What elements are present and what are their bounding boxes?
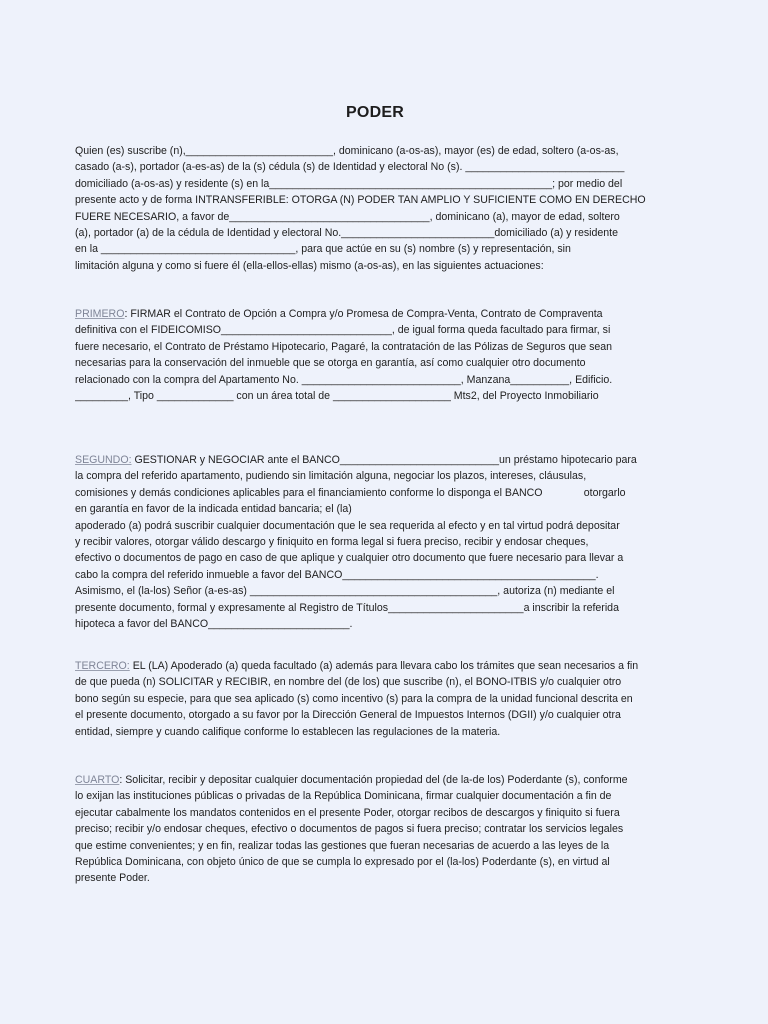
clause-first-text: GESTIONAR y NEGOCIAR ante el BANCO___________________________un préstamo hipotecario para [131, 454, 637, 466]
clause-first-line [75, 772, 680, 788]
clause-line: de que pueda (n) SOLICITAR y RECIBIR, en nombre del (de los) que suscribe (n), el BONO-ITBIS y/o cualquier otro [75, 676, 622, 689]
clause-line: ejecutar cabalmente los mandatos contenidos en el presente Poder, otorgar recibos de descargos y finiquito si fuera [75, 806, 620, 819]
intro-line: Quien (es) suscribe (n),_________________________, dominicano (a-os-as), mayor (es) de edad, soltero (a-os-as, [75, 145, 619, 157]
clause-line: presente Poder. [75, 872, 150, 885]
clause-first-text: : FIRMAR el Contrato de Opción a Compra y/o Promesa de Compra-Venta, Contrato de Compraventa [124, 308, 603, 320]
clause-first-line [75, 306, 675, 322]
clause-line: presente documento, formal y expresamente al Registro de Títulos_______________________a inscribir la referida [75, 601, 619, 614]
clause-line: que estime convenientes; y en fin, realizar todas las gestiones que fueran necesarias de acuerdo a las leyes de la [75, 839, 610, 852]
clause-line: cabo la compra del referido inmueble a favor del BANCO___________________________________________. [75, 568, 599, 581]
intro-line: en la _________________________________, para que actúe en su (s) nombre (s) y representación, sin [75, 243, 571, 256]
clause-line: entidad, siempre y cuando califique conforme lo establecen las regulaciones de la materia. [75, 725, 501, 738]
clause-line: el presente documento, otorgado a su favor por la Dirección General de Impuestos Internos (DGII) y/o cualquier otra [75, 709, 621, 722]
clause-line: efectivo o documentos de pago en caso de que aplique y cualquier otro documento que fuere necesario para llevar a [75, 552, 624, 565]
clause-line: definitiva con el FIDEICOMISO_____________________________, de igual forma queda facultado para firmar, si [75, 324, 611, 337]
clause-label: SEGUNDO: [75, 454, 132, 466]
clause-line: en garantía en favor de la indicada entidad bancaria; el (la) [75, 503, 352, 516]
clause-line: Asimismo, el (la-los) Señor (a-es-as) __________________________________________, autoriza (n) mediante el [75, 585, 615, 598]
clause-line: _________, Tipo _____________ con un área total de ____________________ Mts2, del Proyecto Inmobiliario [75, 390, 599, 403]
intro-paragraph [75, 143, 675, 274]
clause-first-line [75, 658, 680, 674]
clause-primero [75, 306, 675, 404]
clause-line: comisiones y demás condiciones aplicables para el financiamiento conforme lo disponga el BANCO otorgarlo [75, 486, 626, 499]
intro-line: casado (a-s), portador (a-es-as) de la (s) cédula (s) de Identidad y electoral No (s). ___________________________ [75, 161, 625, 174]
clause-line: necesarias para la conservación del inmueble que se otorga en garantía, así como cualquier otro documento [75, 357, 586, 370]
clause-first-text: : Solicitar, recibir y depositar cualquier documentación propiedad del (de la-de los) Poderdante (s), conforme [119, 774, 628, 786]
clause-label: PRIMERO [75, 308, 125, 320]
clause-line: relacionado con la compra del Apartamento No. ___________________________, Manzana__________, Edificio. [75, 373, 613, 386]
clause-line: y recibir valores, otorgar válido descargo y finiquito en forma legal si fuera preciso, recibir y endosar cheques, [75, 536, 589, 549]
clause-label: TERCERO: [75, 660, 130, 672]
clause-line: hipoteca a favor del BANCO________________________. [75, 618, 353, 631]
clause-segundo [75, 452, 680, 632]
intro-line: domiciliado (a-os-as) y residente (s) en la________________________________________________; por medio del [75, 177, 623, 190]
clause-line: la compra del referido apartamento, pudiendo sin limitación alguna, negociar los plazos, intereses, cláusulas, [75, 470, 587, 483]
intro-line: limitación alguna y como si fuere él (ella-ellos-ellas) mismo (a-os-as), en las siguientes actuaciones: [75, 259, 544, 272]
clause-cuarto [75, 772, 680, 887]
clause-first-line [75, 452, 680, 468]
clause-line: fuere necesario, el Contrato de Préstamo Hipotecario, Pagaré, la contratación de las Pólizas de Seguros que sean [75, 340, 613, 353]
intro-line: presente acto y de forma INTRANSFERIBLE: OTORGA (N) PODER TAN AMPLIO Y SUFICIENTE COMO EN DERECHO [75, 194, 646, 207]
clause-line: República Dominicana, con objeto único de que se cumpla lo expresado por el (la-los) Poderdante (s), en virtud al [75, 856, 610, 869]
clause-tercero [75, 658, 680, 740]
intro-line: (a), portador (a) de la cédula de Identidad y electoral No.__________________________domiciliado (a) y residente [75, 227, 619, 240]
intro-line: FUERE NECESARIO, a favor de__________________________________, dominicano (a), mayor de edad, soltero [75, 210, 620, 223]
clause-line: lo exijan las instituciones públicas o privadas de la República Dominicana, firmar cualquier documentación a fin de [75, 790, 612, 803]
document-title: PODER [346, 104, 404, 121]
clause-first-text: EL (LA) Apoderado (a) queda facultado (a) además para llevara cabo los trámites que sean necesarios a fin [129, 660, 639, 672]
clause-line: preciso; recibir y/o endosar cheques, efectivo o documentos de pagos si fuera preciso; contratar los servicios legales [75, 823, 624, 836]
clause-line: bono según su especie, para que sea aplicado (s) como incentivo (s) para la compra de la unidad funcional descrita en [75, 692, 633, 705]
clause-label: CUARTO [75, 774, 120, 786]
clause-line: apoderado (a) podrá suscribir cualquier documentación que le sea requerida al efecto y en tal virtud podrá depositar [75, 519, 620, 532]
